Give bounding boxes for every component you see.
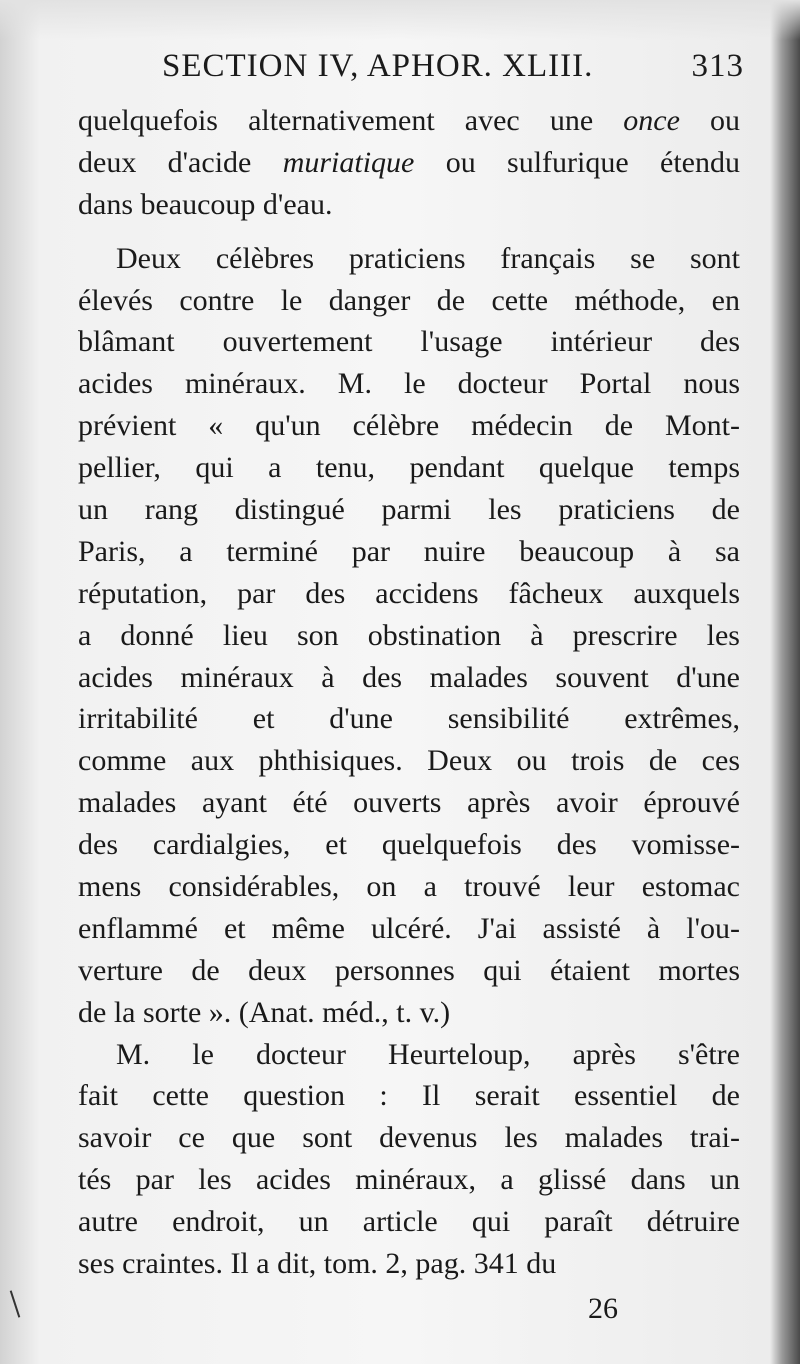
paragraph xyxy=(78,238,740,1034)
text-line: comme aux phthisiques. Deux ou trois de ces xyxy=(78,744,740,778)
text-line: a donné lieu son obstination à prescrire les xyxy=(78,618,740,652)
text-line: prévient « qu'un célèbre médecin de Mont- xyxy=(78,409,740,443)
text-line: pellier, qui a tenu, pendant quelque temps xyxy=(78,451,740,485)
text-line: fait cette question : Il serait essentiel de xyxy=(78,1079,740,1113)
text-line: tés par les acides minéraux, a glissé dans un xyxy=(78,1163,740,1197)
text-line: dans beaucoup d'eau. xyxy=(78,187,333,221)
text-line: un rang distingué parmi les praticiens de xyxy=(78,493,740,527)
italic-term: muriatique xyxy=(282,145,415,179)
page-shadow xyxy=(0,0,800,40)
text-line: irritabilité et d'une sensibilité extrêmes, xyxy=(78,702,740,736)
paragraph-gap xyxy=(78,226,740,238)
text-line: blâmant ouvertement l'usage intérieur des xyxy=(78,325,740,359)
body-text xyxy=(78,100,740,1285)
text-line: ses craintes. Il a dit, tom. 2, pag. 341 du xyxy=(78,1247,557,1281)
text-line: réputation, par des accidens fâcheux auxquels xyxy=(78,576,740,610)
text-line: acides minéraux. M. le docteur Portal nous xyxy=(78,367,740,401)
text-line: de la sorte ». (Anat. méd., t. v.) xyxy=(78,995,451,1029)
text-line: autre endroit, un article qui paraît détruire xyxy=(78,1205,740,1239)
running-title: SECTION IV, APHOR. XLIII. xyxy=(162,48,594,84)
text-line: mens considérables, on a trouvé leur estomac xyxy=(78,870,740,904)
text-line: Deux célèbres praticiens français se sont xyxy=(116,241,740,275)
italic-term: once xyxy=(623,104,680,137)
text-line: des cardialgies, et quelquefois des vomisse- xyxy=(78,828,740,862)
paragraph xyxy=(78,1034,740,1285)
text-line: enflammé et même ulcéré. J'ai assisté à l'ou- xyxy=(78,911,740,945)
text-line: Paris, a terminé par nuire beaucoup à sa xyxy=(78,534,740,568)
paragraph xyxy=(78,100,740,226)
page-number: 313 xyxy=(691,48,744,84)
text-line: deux d'acide muriatique ou sulfurique étendu xyxy=(78,145,740,179)
running-header xyxy=(162,48,744,92)
margin-mark xyxy=(10,1290,21,1317)
signature-mark: 26 xyxy=(588,1292,618,1325)
text-line: quelquefois alternativement avec une once ou xyxy=(78,104,740,137)
text-line: savoir ce que sont devenus les malades trai- xyxy=(78,1121,740,1155)
text-line: élevés contre le danger de cette méthode, en xyxy=(78,283,740,317)
text-line: verture de deux personnes qui étaient mortes xyxy=(78,953,740,987)
text-line: M. le docteur Heurteloup, après s'être xyxy=(116,1037,740,1071)
text-line: acides minéraux à des malades souvent d'une xyxy=(78,660,740,694)
text-line: malades ayant été ouverts après avoir éprouvé xyxy=(78,786,740,820)
